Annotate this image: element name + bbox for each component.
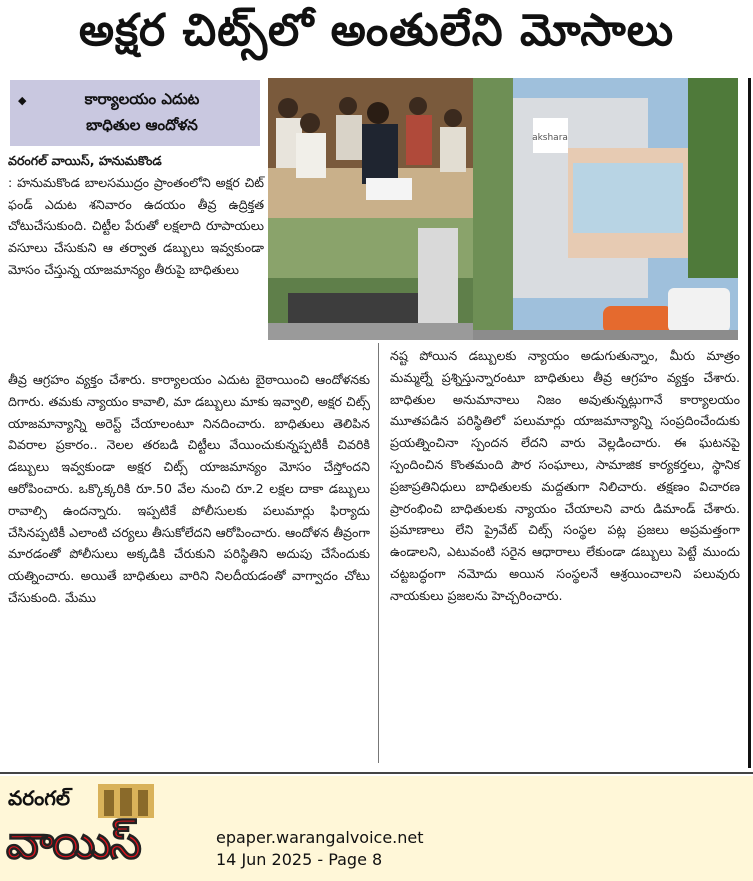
article-column-left-bottom: తీవ్ర ఆగ్రహం వ్యక్తం చేశారు. కార్యాలయం ఎదుట బైఠాయించి ఆందోళనకు దిగారు. తమకు న్యాయం కావాలి, మా డబ్బులు మాకు ఇవ్వాలి, అక్షర చిట్స్ యాజమాన్యాన్ని అరెస్ట్ చేయాలంటూ నినదించారు. బాధితులు తెలిపిన వివరాల ప్రకారం.. నెలల తరబడి చిట్టీలు వేయించుకున్నప్పటికీ చివరికి డబ్బులు ఇవ్వకుండా అక్షర చిట్స్ యాజమాన్యం మోసం చేస్తోందని ఆరోపించారు. ఒక్కొక్కరికి రూ.50 వేల నుంచి రూ.2 లక్షల దాకా డబ్బులు రావాల్సి ఉందన్నారు. ఇప్పటికే పోలీసులకు పలుమార్లు ఫిర్యాదు చేసినప్పటికీ ఎలాంటి చర్యలు తీసుకోలేదని ఆరోపించారు. ఆందోళన తీవ్రంగా మారడంతో పోలీసులు అక్కడికి చేరుకుని పరిస్థితిని అదుపు చేసేందుకు యత్నించారు. అయితే బాధితులు వారిని నిలదీయడంతో వాగ్వాదం చోటు చేసుకుంది. మేము	[8, 372, 370, 605]
epaper-url[interactable]: epaper.warangalvoice.net	[216, 828, 424, 847]
protest-photo-illustration	[268, 78, 738, 340]
subheading-box	[10, 80, 260, 146]
warangal-voice-logo	[6, 782, 198, 876]
footer	[0, 776, 753, 881]
article-byline: వరంగల్ వాయిస్, హనుమకొండ	[8, 153, 162, 168]
edition-date-page: 14 Jun 2025 - Page 8	[216, 850, 383, 869]
logo-text-small: వరంగల్	[8, 786, 71, 810]
page-edge-rule	[748, 78, 751, 768]
article-column-right: నష్ట పోయిన డబ్బులకు న్యాయం అడుగుతున్నాం, మీరు మాత్రం మమ్మల్నే ప్రశ్నిస్తున్నారంటూ బాధితులు తీవ్ర ఆగ్రహం వ్యక్తం చేశారు. బాధితుల అనుమానాలు నిజం అవుతున్నట్లుగానే కార్యాలయం మూతపడిన పరిస్థితిలో పలుమార్లు యాజమాన్యాన్ని సంప్రదించేందుకు ప్రయత్నించినా స్పందన లేదని వారు వెల్లడించారు. ఈ ఘటనపై స్పందించిన కొంతమంది పౌర సంఘాలు, సామాజిక కార్యకర్తలు, స్థానిక ప్రజాప్రతినిధులు బాధితులకు మద్దతుగా నిలిచారు. తక్షణం విచారణ ప్రారంభించి బాధితులకు న్యాయం చేయాలని వారు డిమాండ్ చేశారు. ప్రమాణాలు లేని ప్రైవేట్ చిట్స్ సంస్థల పట్ల ప్రజలు అప్రమత్తంగా ఉండాలని, ఎటువంటి సరైన ఆధారాలు లేకుండా డబ్బులు పెట్టే ముందు చట్టబద్ధంగా నమోదు అయిన సంస్థలనే ఆశ్రయించాలని పలువురు నాయకులు ప్రజలను హెచ్చరించారు.	[390, 348, 740, 603]
column-divider	[378, 343, 379, 763]
headline: అక్షర చిట్స్‌లో అంతులేని మోసాలు	[78, 5, 675, 56]
subheading-line-1: కార్యాలయం ఎదుట	[84, 90, 200, 108]
news-photo	[268, 78, 738, 340]
article-column-left-top	[8, 150, 264, 281]
diamond-bullet-icon: ◆	[18, 94, 27, 107]
subheading-line-2: బాధితుల ఆందోళన	[86, 116, 198, 134]
logo-text-large: వాయిస్	[6, 815, 140, 869]
building-sign-text: akshara	[532, 133, 568, 143]
footer-divider	[0, 772, 753, 774]
article-text-part-1: : హనుమకొండ బాలసముద్రం ప్రాంతంలోని అక్షర చిట్ ఫండ్ ఎదుట శనివారం ఉదయం తీవ్ర ఉద్రిక్తత చోటుచేసుకుంది. చిట్టీల పేరుతో లక్షలాది రూపాయలు వసూలు చేసుకుని ఆ తర్వాత డబ్బులు ఇవ్వకుండా మోసం చేస్తున్న యాజమాన్యం తీరుపై బాధితులు	[8, 174, 264, 277]
